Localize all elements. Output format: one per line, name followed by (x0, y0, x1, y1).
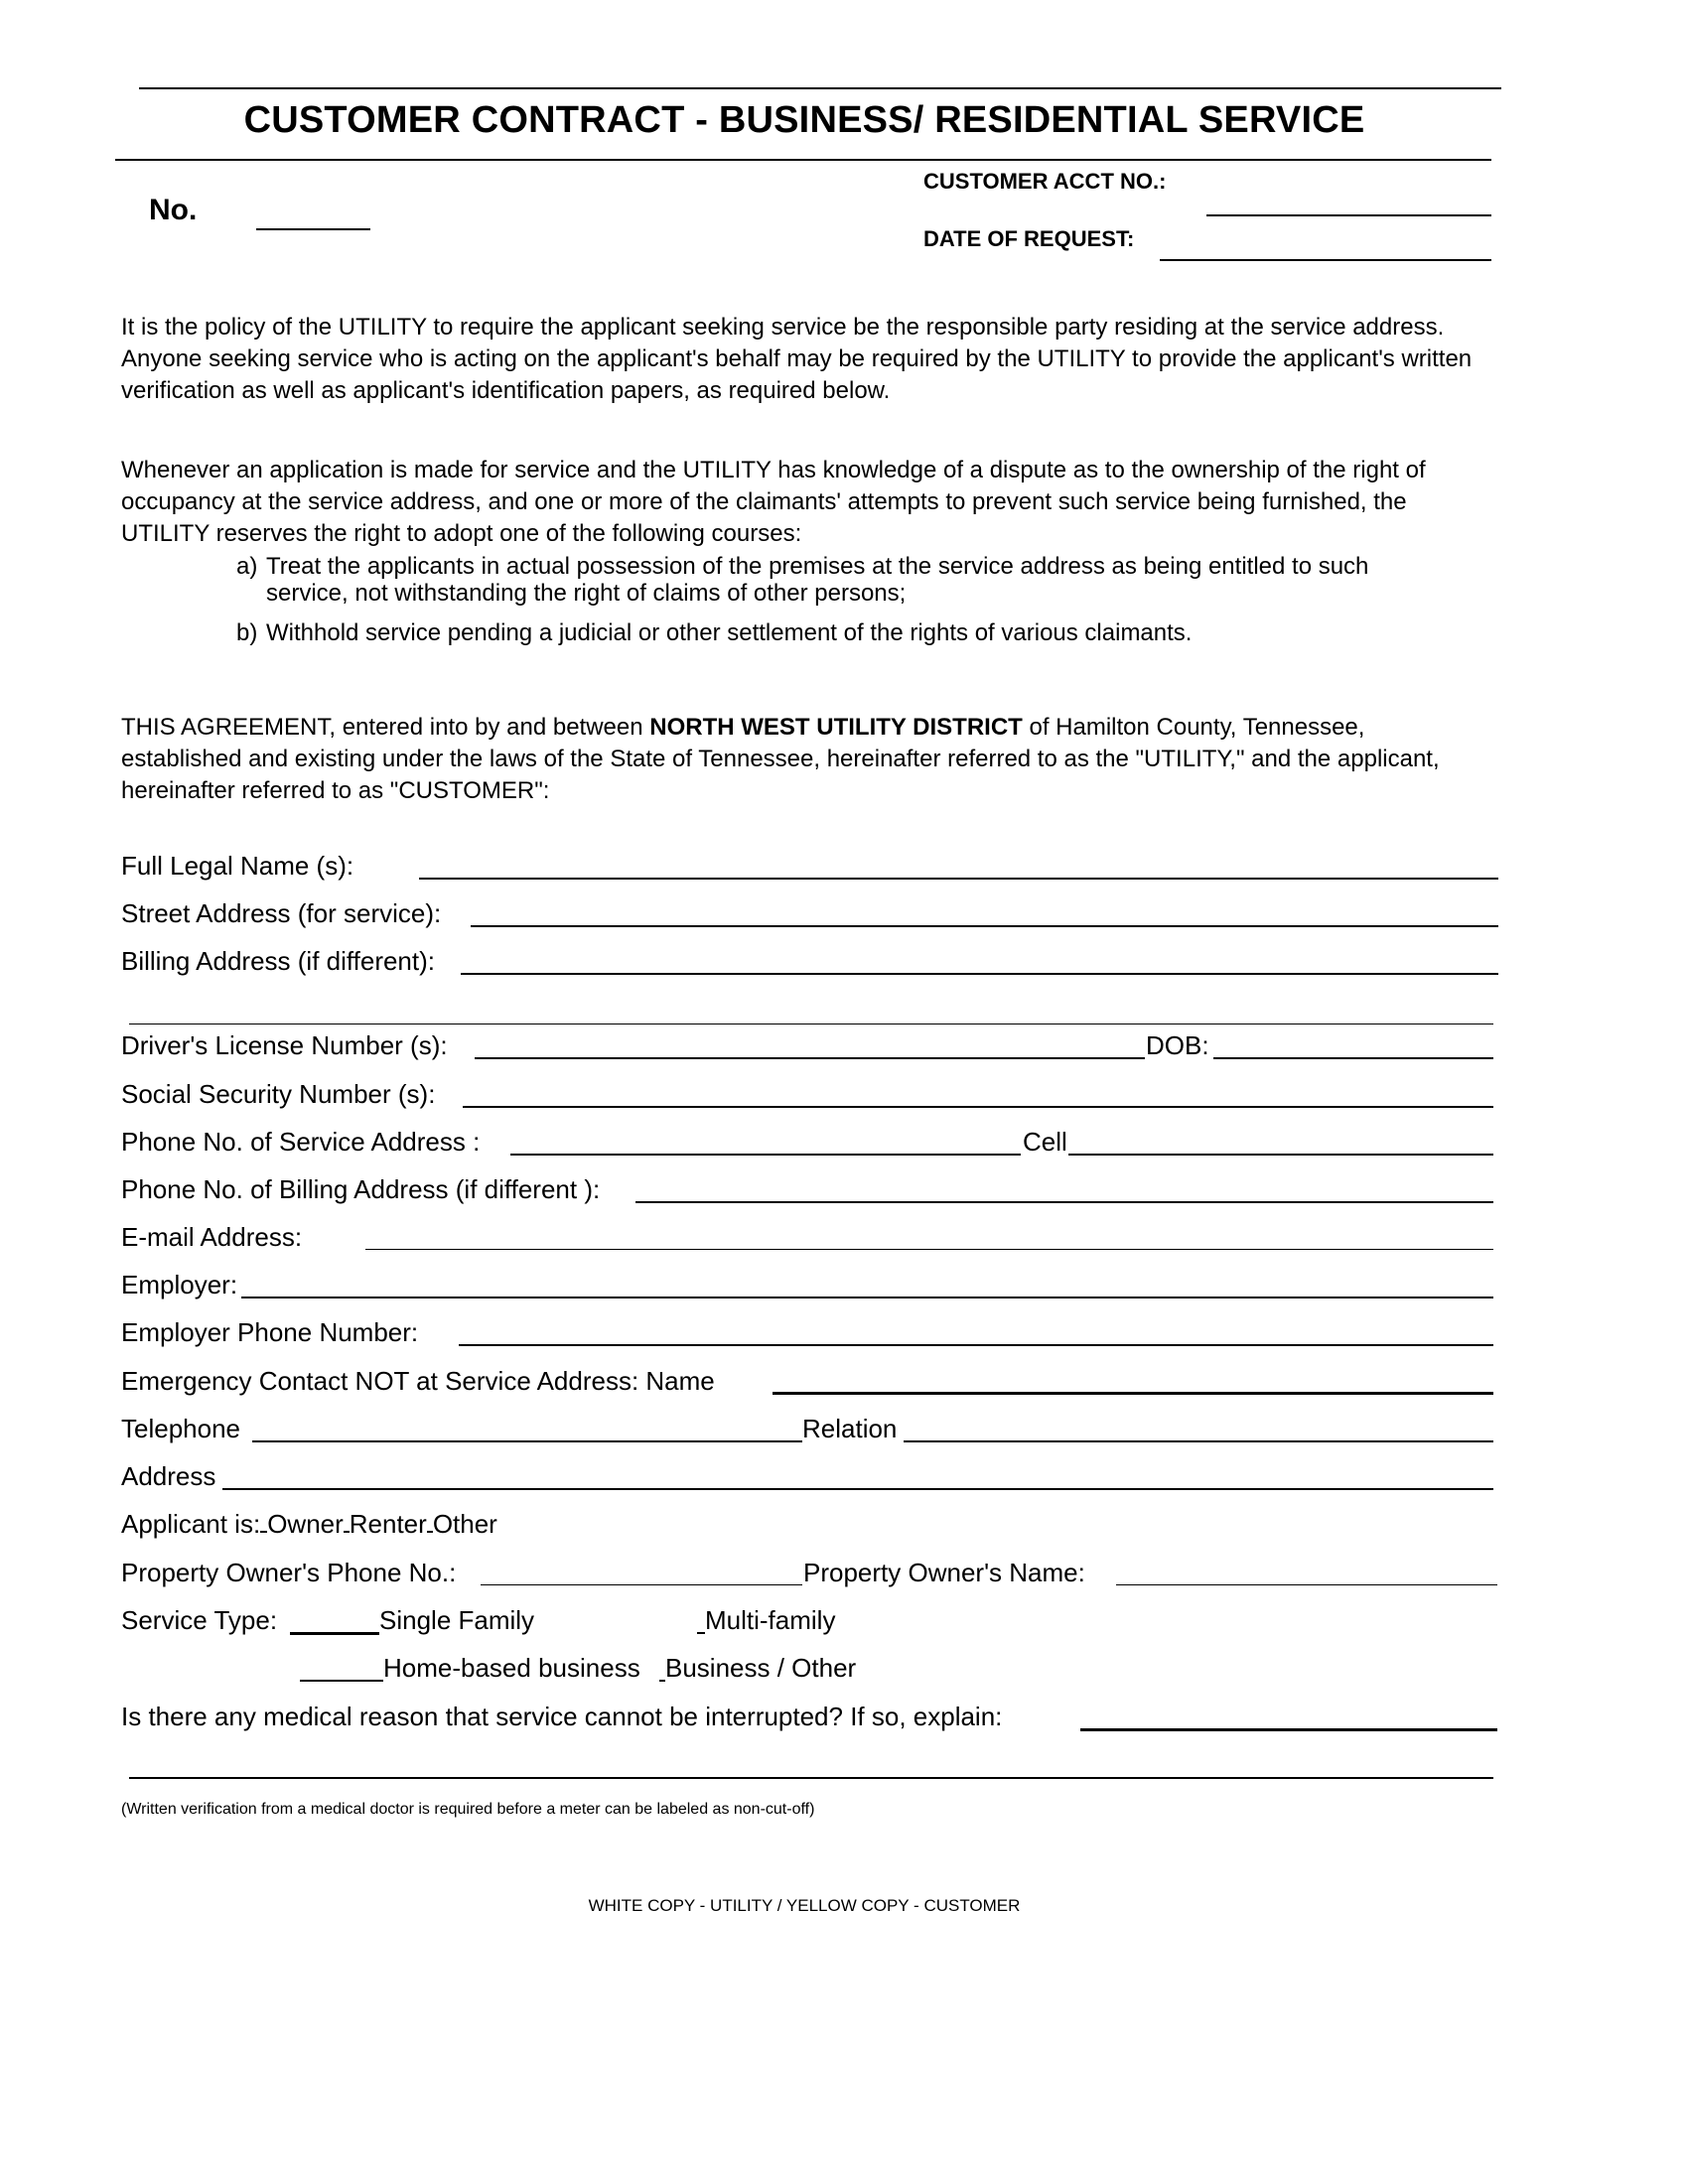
course-b (236, 619, 1448, 646)
single-family-option[interactable]: Single Family (379, 1605, 535, 1635)
utility-name: NORTH WEST UTILITY DISTRICT (649, 714, 1023, 741)
top-rule (139, 87, 1501, 89)
relation-label: Relation (802, 1414, 898, 1443)
copy-distribution-footer: WHITE COPY - UTILITY / YELLOW COPY - CUSTOMER (588, 1896, 1021, 1915)
phone-service-field[interactable] (510, 1154, 1021, 1156)
employer-phone-field[interactable] (459, 1344, 1493, 1346)
street-address-row (121, 898, 441, 929)
multi-family-option[interactable]: Multi-family (705, 1605, 836, 1635)
agreement-intro: THIS AGREEMENT, entered into by and between (121, 714, 650, 741)
phone-billing-label: Phone No. of Billing Address (if different ): (121, 1174, 601, 1204)
business-other-option[interactable]: Business / Other (665, 1653, 857, 1683)
policy-paragraph: It is the policy of the UTILITY to require the applicant seeking service be the responsible party residing at the service address. Anyone seeking service who is acting on the applicant's behalf may be required by the UTILITY to provide the applicant's written verification as well as applicant's identification papers, as required below. (121, 314, 1473, 404)
renter-option[interactable]: Renter (349, 1509, 427, 1539)
medical-reason-label: Is there any medical reason that service cannot be interrupted? If so, explain: (121, 1702, 1003, 1731)
customer-acct-label: CUSTOMER ACCT NO.: (923, 169, 1167, 194)
owner-option[interactable]: Owner (267, 1509, 344, 1539)
emergency-contact-label: Emergency Contact NOT at Service Address: Name (121, 1366, 715, 1396)
form-title: CUSTOMER CONTRACT - BUSINESS/ RESIDENTIAL SERVICE (243, 99, 1365, 141)
dispute-paragraph: Whenever an application is made for service and the UTILITY has knowledge of a dispute as to the ownership of the right of occupancy at the service address, and one or more of the claimants' attempts to prevent such service being furnished, the UTILITY reserves the right to adopt one of the following courses: (121, 457, 1426, 547)
applicant-is-label: Applicant is: (121, 1509, 261, 1539)
address-label: Address (121, 1461, 216, 1491)
home-business-option[interactable]: Home-based business (383, 1653, 640, 1683)
medical-reason-field[interactable] (1080, 1728, 1497, 1731)
applicant-is-row (121, 1509, 497, 1540)
phone-service-label: Phone No. of Service Address : (121, 1127, 481, 1157)
title-underline (115, 159, 1491, 161)
other-option[interactable]: Other (432, 1509, 497, 1539)
email-label: E-mail Address: (121, 1222, 303, 1252)
cell-field[interactable] (1068, 1154, 1493, 1156)
billing-address-field[interactable] (461, 973, 1498, 975)
ssn-label: Social Security Number (s): (121, 1079, 436, 1109)
emergency-contact-field[interactable] (773, 1392, 1493, 1395)
course-b-text: Withhold service pending a judicial or other settlement of the rights of various claimants. (266, 619, 1193, 646)
date-of-request-label: DATE OF REQUEST: (923, 226, 1135, 251)
employer-phone-label: Employer Phone Number: (121, 1317, 419, 1347)
date-of-request-field[interactable] (1160, 259, 1491, 261)
dob-label: DOB: (1146, 1030, 1209, 1060)
ssn-field[interactable] (463, 1106, 1493, 1108)
address-field[interactable] (222, 1488, 1493, 1490)
multi-family-blank[interactable] (697, 1632, 705, 1634)
telephone-field[interactable] (252, 1440, 802, 1442)
customer-acct-field[interactable] (1206, 214, 1491, 216)
full-name-row (121, 851, 353, 882)
form-number-field[interactable] (256, 228, 370, 230)
street-address-field[interactable] (471, 925, 1498, 927)
agreement-text: of Hamilton County, Tennessee, established and existing under the laws of the State of Tennessee, hereinafter referred to as the "UTILITY," and the applicant, hereinafter referred to as "CUSTOMER": (121, 714, 1440, 804)
medical-note: (Written verification from a medical doctor is required before a meter can be labeled as non-cut-off) (121, 1801, 815, 1818)
phone-billing-field[interactable] (635, 1201, 1493, 1203)
license-label: Driver's License Number (s): (121, 1030, 448, 1060)
course-b-label: b) (236, 619, 258, 646)
owner-phone-label: Property Owner's Phone No.: (121, 1558, 457, 1587)
relation-field[interactable] (904, 1440, 1493, 1442)
form-number-label: No. (149, 194, 198, 226)
telephone-label: Telephone (121, 1414, 240, 1443)
owner-name-label: Property Owner's Name: (803, 1558, 1085, 1587)
course-a (236, 553, 1448, 607)
license-row (121, 1030, 448, 1061)
cell-label: Cell (1023, 1127, 1067, 1157)
service-type-label: Service Type: (121, 1605, 278, 1635)
employer-field[interactable] (241, 1297, 1493, 1298)
employer-label: Employer: (121, 1270, 238, 1299)
billing-address-row (121, 946, 435, 977)
course-a-label: a) (236, 553, 258, 580)
home-business-blank[interactable] (300, 1680, 383, 1682)
owner-name-field[interactable] (1116, 1584, 1497, 1585)
full-name-field[interactable] (419, 878, 1498, 880)
email-field[interactable] (365, 1249, 1493, 1250)
license-field[interactable] (475, 1057, 1145, 1059)
agreement-paragraph (121, 712, 1491, 807)
single-family-blank[interactable] (290, 1632, 379, 1635)
billing-address-label: Billing Address (if different): (121, 946, 435, 976)
street-address-label: Street Address (for service): (121, 898, 442, 928)
owner-phone-field[interactable] (481, 1584, 802, 1585)
full-name-label: Full Legal Name (s): (121, 851, 354, 881)
dob-field[interactable] (1213, 1057, 1493, 1059)
ssn-row (121, 1079, 435, 1110)
medical-reason-field-2[interactable] (129, 1777, 1493, 1779)
course-a-text: Treat the applicants in actual possession of the premises at the service address as being entitled to such service, not withstanding the right of claims of other persons; (266, 553, 1369, 607)
